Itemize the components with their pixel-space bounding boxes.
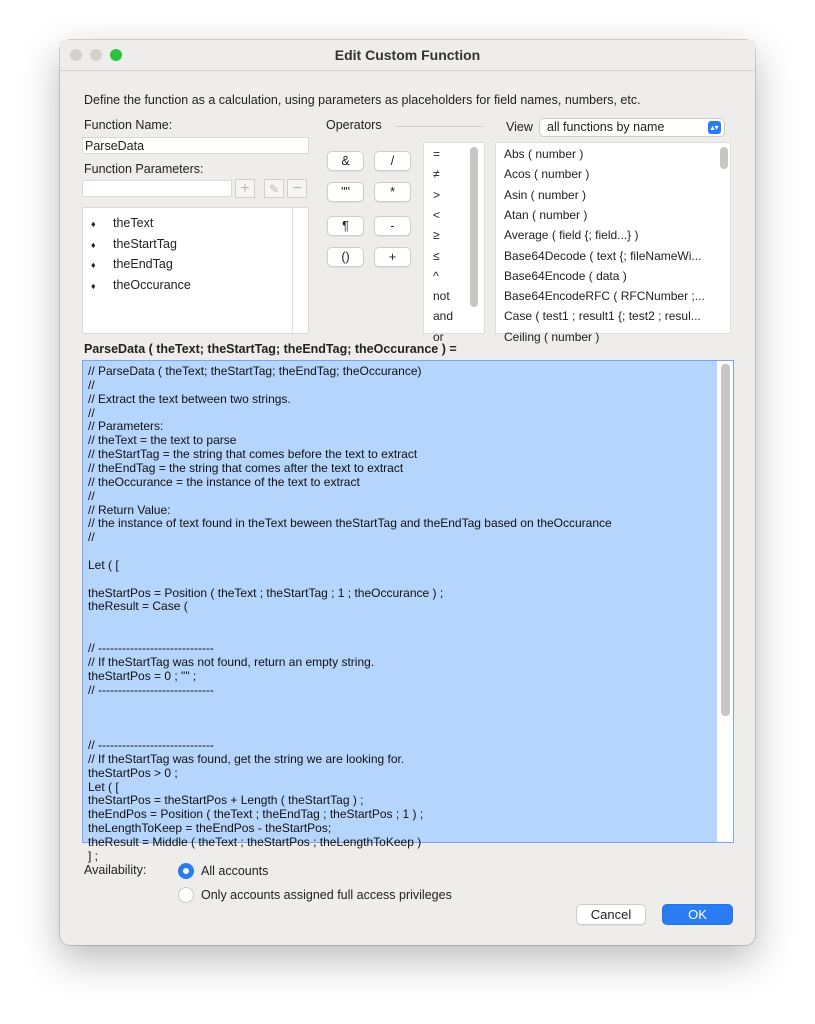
drag-handle-icon[interactable]: ♦ <box>91 239 96 250</box>
operator-multiply-button[interactable]: * <box>374 182 411 202</box>
list-item[interactable] <box>91 255 173 273</box>
code-line: theResult = Case ( <box>88 599 188 614</box>
parameters-list <box>82 207 309 334</box>
operators-divider <box>396 126 483 127</box>
function-name-input[interactable]: ParseData <box>82 137 309 154</box>
function-list-item[interactable]: Case ( test1 ; result1 {; test2 ; resul... <box>504 309 701 324</box>
cancel-button[interactable]: Cancel <box>576 904 646 925</box>
drag-handle-icon[interactable]: ♦ <box>91 219 96 229</box>
code-line: theResult = Middle ( theText ; theStartPos ; theLengthToKeep ) <box>88 834 422 849</box>
comparison-operator-item[interactable]: = <box>433 147 441 161</box>
ok-button[interactable]: OK <box>662 904 733 925</box>
code-line: // theStartTag = the string that comes before the text to extract <box>88 447 418 462</box>
operator-plus-button[interactable]: + <box>374 247 411 267</box>
operator-parentheses-button[interactable]: () <box>327 247 364 267</box>
list-item[interactable] <box>91 276 191 294</box>
code-line: // <box>88 405 95 420</box>
code-line: ] ; <box>88 848 99 863</box>
remove-parameter-button[interactable]: − <box>287 179 307 198</box>
function-list-item[interactable]: Ceiling ( number ) <box>504 329 600 344</box>
radio-all-accounts[interactable] <box>178 863 194 879</box>
drag-handle-icon[interactable]: ♦ <box>91 280 96 291</box>
comparison-list-scrollbar[interactable] <box>470 147 478 307</box>
code-line: // ----------------------------- <box>88 682 214 697</box>
code-line: // <box>88 530 95 545</box>
code-line: // ----------------------------- <box>88 737 214 752</box>
code-line: // <box>88 488 95 503</box>
chevron-updown-icon: ▴▾ <box>708 121 721 134</box>
comparison-operator-item[interactable]: not <box>433 289 450 304</box>
operator-pilcrow-button[interactable]: ¶ <box>327 216 364 236</box>
calculation-header: ParseData ( theText; theStartTag; theEndTag; theOccurance ) = <box>84 342 457 356</box>
view-label: View <box>506 120 533 134</box>
editor-scrollbar[interactable] <box>721 364 730 716</box>
code-line: // ParseData ( theText; theStartTag; theEndTag; theOccurance) <box>88 364 422 378</box>
code-line: // theOccurance = the instance of the text to extract <box>88 474 360 489</box>
operator-ampersand-button[interactable]: & <box>327 151 364 171</box>
parameter-name-input[interactable] <box>82 180 232 197</box>
operator-quotes-button[interactable]: "" <box>327 182 364 202</box>
operator-divide-button[interactable]: / <box>374 151 411 171</box>
view-select[interactable] <box>539 118 725 137</box>
availability-label: Availability: <box>84 863 147 877</box>
list-item[interactable] <box>91 235 177 253</box>
function-list-item[interactable]: Base64Encode ( data ) <box>504 268 627 283</box>
comparison-operator-item[interactable]: ^ <box>433 268 439 283</box>
code-line: theStartPos > 0 ; <box>88 765 178 780</box>
comparison-operator-item[interactable]: ≠ <box>433 167 440 182</box>
function-parameters-label: Function Parameters: <box>84 162 204 176</box>
code-line: theStartPos = theStartPos + Length ( theStartTag ) ; <box>88 793 364 808</box>
operator-minus-button[interactable]: - <box>374 216 411 236</box>
comparison-operator-item[interactable]: > <box>433 187 441 202</box>
code-line: // Parameters: <box>88 419 164 434</box>
instructions-text: Define the function as a calculation, using parameters as placeholders for field names, numbers, etc. <box>84 93 641 107</box>
parameter-name: theText <box>113 216 154 230</box>
title-bar <box>60 40 755 71</box>
code-line: // <box>88 377 95 392</box>
code-line: theStartPos = Position ( theText ; theStartTag ; 1 ; theOccurance ) ; <box>88 585 444 600</box>
comparison-operator-item[interactable]: ≤ <box>433 248 440 263</box>
code-line: Let ( [ <box>88 779 119 794</box>
window-title: Edit Custom Function <box>334 47 481 63</box>
list-item[interactable] <box>91 214 153 232</box>
list-divider <box>292 208 293 333</box>
function-list-item[interactable]: Base64EncodeRFC ( RFCNumber ;... <box>504 289 705 304</box>
comparison-operators-list <box>423 142 485 344</box>
comparison-operator-item[interactable]: ≥ <box>433 228 440 243</box>
code-line: // the instance of text found in theText beween theStartTag and theEndTag based on theOccurance <box>88 516 612 531</box>
function-list-item[interactable]: Acos ( number ) <box>504 167 590 182</box>
function-name-label: Function Name: <box>84 118 173 132</box>
code-line: // theEndTag = the string that comes after the text to extract <box>88 460 404 475</box>
view-select-value: all functions by name <box>547 120 665 134</box>
function-list-item[interactable]: Asin ( number ) <box>504 187 587 202</box>
functions-list <box>495 142 731 344</box>
parameter-name: theEndTag <box>113 257 173 271</box>
code-line: // theText = the text to parse <box>88 433 237 448</box>
function-list-item[interactable]: Base64Decode ( text {; fileNameWi... <box>504 248 702 263</box>
all-accounts-label: All accounts <box>201 864 269 878</box>
functions-list-scrollbar[interactable] <box>720 147 728 169</box>
code-line: theLengthToKeep = theEndPos - theStartPos; <box>88 821 332 836</box>
function-list-item[interactable]: Atan ( number ) <box>504 207 588 222</box>
code-line: // Extract the text between two strings. <box>88 391 291 406</box>
function-list-item[interactable]: Abs ( number ) <box>504 147 584 161</box>
comparison-operator-item[interactable]: < <box>433 207 441 222</box>
calculation-editor[interactable] <box>82 360 734 863</box>
full-access-only-label: Only accounts assigned full access privileges <box>201 888 452 902</box>
calculation-text[interactable] <box>83 361 717 863</box>
function-list-item[interactable]: Average ( field {; field...} ) <box>504 228 639 243</box>
edit-custom-function-dialog <box>60 40 755 945</box>
operators-label: Operators <box>326 118 382 132</box>
comparison-operator-item[interactable]: or <box>433 329 444 344</box>
code-line: // Return Value: <box>88 502 171 517</box>
code-line: // ----------------------------- <box>88 641 214 655</box>
parameter-name: theStartTag <box>113 236 177 251</box>
code-line: Let ( [ <box>88 557 119 572</box>
code-line: // If theStartTag was not found, return an empty string. <box>88 654 375 669</box>
comparison-operator-item[interactable]: and <box>433 309 454 324</box>
add-parameter-button[interactable]: + <box>235 179 255 198</box>
code-line: theStartPos = 0 ; "" ; <box>88 668 197 683</box>
drag-handle-icon[interactable]: ♦ <box>91 260 96 270</box>
code-line: // If theStartTag was found, get the string we are looking for. <box>88 751 405 766</box>
edit-parameter-button[interactable]: ✎ <box>264 179 284 198</box>
code-line: theEndPos = Position ( theText ; theEndTag ; theStartPos ; 1 ) ; <box>88 807 424 822</box>
radio-full-access-only[interactable] <box>178 887 194 903</box>
parameter-name: theOccurance <box>113 277 191 292</box>
